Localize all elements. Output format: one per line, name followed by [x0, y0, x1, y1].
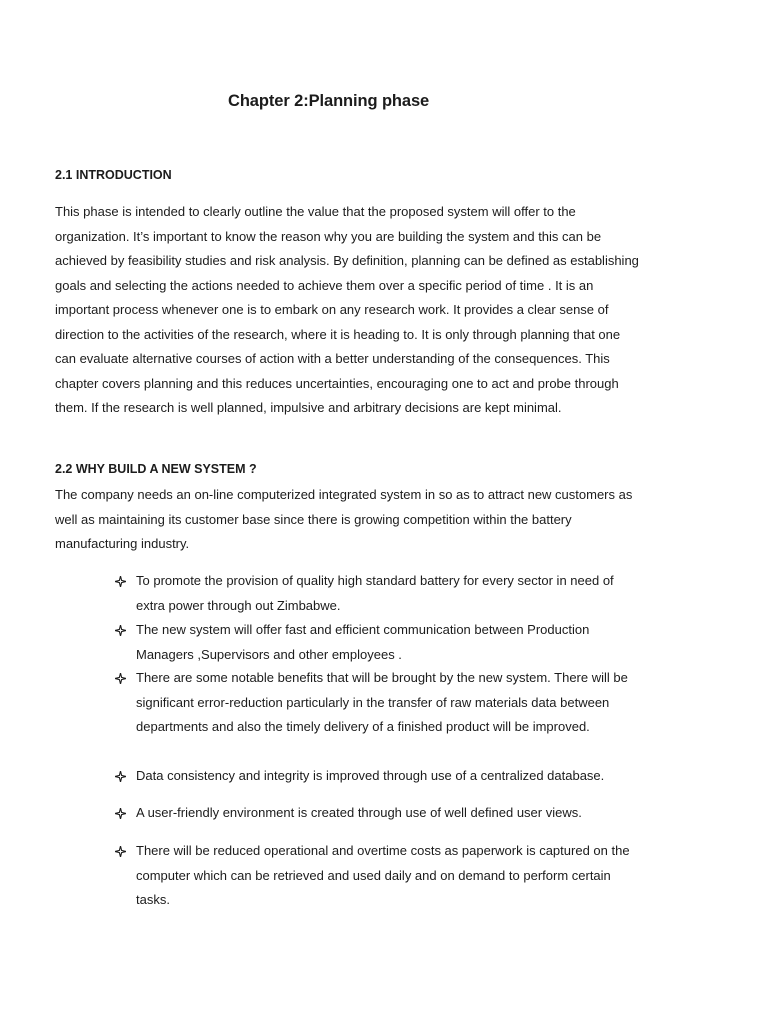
- paragraph-line: can evaluate alternative courses of action with a better understanding of the consequences. This: [55, 351, 610, 366]
- bullet-line: computer which can be retrieved and used daily and on demand to perform certain: [136, 867, 611, 883]
- diamond-bullet-icon: [113, 801, 127, 826]
- paragraph-line: goals and selecting the actions needed to achieve them over a specific period of time . It is an: [55, 277, 594, 293]
- bullet-line: There are some notable benefits that will be brought by the new system. There will be: [136, 670, 628, 685]
- bullet-line: A user-friendly environment is created through use of well defined user views.: [136, 805, 582, 820]
- bullet-line: significant error-reduction particularly in the transfer of raw materials data between: [136, 694, 610, 710]
- paragraph-line: well as maintaining its customer base since there is growing competition within the battery: [55, 511, 572, 527]
- paragraph-line: them. If the research is well planned, impulsive and arbitrary decisions are kept minimal.: [55, 400, 562, 415]
- paragraph-line: achieved by feasibility studies and risk analysis. By definition, planning can be defined as establishing: [55, 253, 639, 268]
- paragraph-line: important process whenever one is to embark on any research work. It provides a clear sense of: [55, 302, 609, 317]
- diamond-bullet-icon: [113, 764, 127, 789]
- introduction-paragraph: [55, 200, 685, 421]
- bullet-line: To promote the provision of quality high standard battery for every sector in need of: [136, 573, 614, 588]
- bullet-line: Data consistency and integrity is improved through use of a centralized database.: [136, 768, 605, 783]
- bullet-line: tasks.: [136, 892, 170, 907]
- why-build-paragraph: [55, 483, 685, 557]
- bullet-line: Managers ,Supervisors and other employees .: [136, 646, 402, 662]
- bullet-line: extra power through out Zimbabwe.: [136, 597, 341, 613]
- section-heading-introduction: 2.1 INTRODUCTION: [55, 168, 172, 182]
- paragraph-line: The company needs an on-line computerized integrated system in so as to attract new customers as: [55, 487, 633, 502]
- section-heading-why-build: 2.2 WHY BUILD A NEW SYSTEM ?: [55, 462, 257, 476]
- paragraph-line: organization. It’s important to know the reason why you are building the system and this can be: [55, 228, 602, 244]
- paragraph-line: This phase is intended to clearly outline the value that the proposed system will offer to the: [55, 204, 576, 219]
- chapter-title: Chapter 2:Planning phase: [228, 92, 430, 110]
- paragraph-line: manufacturing industry.: [55, 536, 190, 551]
- diamond-bullet-icon: [113, 666, 127, 691]
- bullet-line: There will be reduced operational and overtime costs as paperwork is captured on the: [136, 843, 630, 858]
- diamond-bullet-icon: [113, 618, 127, 643]
- diamond-bullet-icon: [113, 839, 127, 864]
- paragraph-line: direction to the activities of the research, where it is heading to. It is only through planning that one: [55, 326, 621, 342]
- bullet-line: departments and also the timely delivery of a finished product will be improved.: [136, 719, 590, 734]
- diamond-bullet-icon: [113, 569, 127, 594]
- bullet-line: The new system will offer fast and efficient communication between Production: [136, 622, 590, 637]
- paragraph-line: chapter covers planning and this reduces uncertainties, encouraging one to act and probe through: [55, 375, 619, 391]
